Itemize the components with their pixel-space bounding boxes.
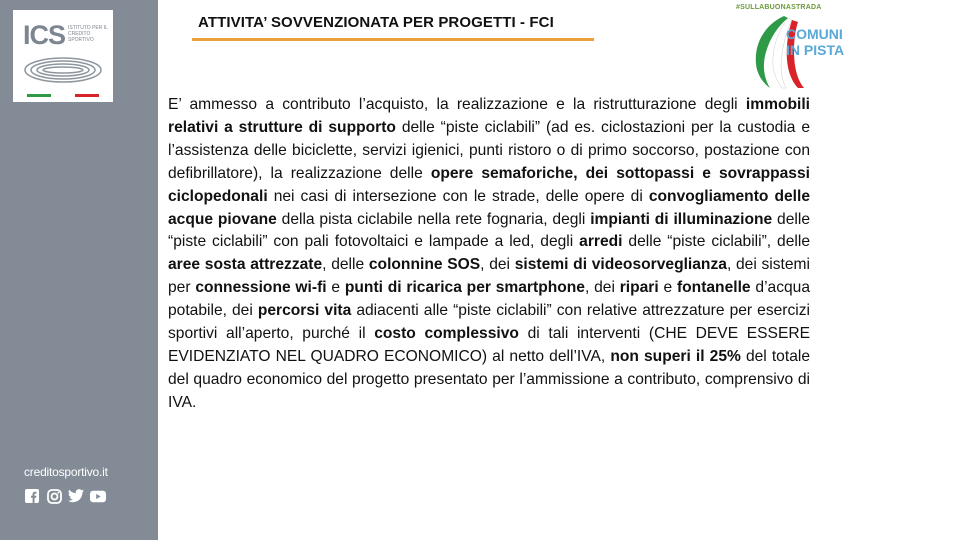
text-run: , dei <box>480 256 515 274</box>
text-run: adiacenti alle “piste ciclabili” con relative attrezzature per esercizi sportivi all’aperto, purché il <box>168 302 811 343</box>
bold-text-run: convogliamento delle acque piovane <box>168 187 810 228</box>
bold-text-run: non superi il 25% <box>610 347 741 365</box>
bold-text-run: ripari <box>619 279 659 297</box>
italian-flag-stripe <box>27 94 99 97</box>
text-run: delle “piste ciclabili” con pali fotovoltaici e lampade a led, degli <box>168 210 811 251</box>
text-run: della pista ciclabile nella rete fognaria, degli <box>276 210 591 228</box>
bold-text-run: costo complessivo <box>374 325 519 343</box>
bold-text-run: colonnine SOS <box>368 256 481 274</box>
page-title: ATTIVITA’ SOVVENZIONATA PER PROGETTI - FCI <box>198 14 554 31</box>
text-run: E’ ammesso a contributo l’acquisto, la realizzazione e la ristrutturazione degli <box>168 96 746 113</box>
text-run: del totale del quadro economico del progetto presentato per l’ammissione a contributo, comprensivo di IVA. <box>168 347 810 411</box>
logo-track-icon <box>23 54 103 86</box>
sidebar <box>0 0 158 540</box>
text-run: e <box>326 279 345 297</box>
bold-text-run: arredi <box>579 233 623 251</box>
bold-text-run: fontanelle <box>676 279 751 297</box>
campaign-line-1: COMUNI <box>786 26 843 42</box>
ics-logo <box>13 10 113 102</box>
twitter-icon[interactable] <box>68 488 84 504</box>
instagram-icon[interactable] <box>46 488 62 504</box>
bold-text-run: impianti di illuminazione <box>590 210 773 228</box>
logo-tagline: ISTITUTO PER IL CREDITO SPORTIVO <box>68 25 108 43</box>
campaign-hashtag: #SULLABUONASTRADA <box>736 4 822 11</box>
text-run: delle “piste ciclabili” (ad es. ciclostazioni per la custodia e l’assistenza delle biciclette, servizi igienici, punti ristoro o di primo soccorso, postazione con defibrillatore), la realizzazione delle <box>168 118 810 182</box>
title-underline <box>192 38 594 41</box>
youtube-icon[interactable] <box>90 488 106 504</box>
social-links <box>24 488 106 504</box>
text-run: , dei <box>584 279 620 297</box>
body-paragraph <box>168 94 810 415</box>
campaign-title <box>786 26 844 58</box>
text-run: d’acqua potabile, dei <box>168 279 811 320</box>
bold-text-run: connessione wi-fi <box>195 279 327 297</box>
bold-text-run: immobili relativi a strutture di supporto <box>168 96 810 136</box>
website-link[interactable]: creditosportivo.it <box>24 465 108 479</box>
text-run: delle “piste ciclabili”, delle <box>622 233 811 251</box>
logo-name: ICS <box>23 20 66 50</box>
bold-text-run: percorsi vita <box>257 302 352 320</box>
text-run: nei casi di intersezione con le strade, delle opere di <box>267 187 649 205</box>
comuni-in-pista-logo <box>726 2 846 92</box>
bold-text-run: punti di ricarica per smartphone <box>344 279 585 297</box>
bold-text-run: sistemi di videosorveglianza <box>514 256 727 274</box>
facebook-icon[interactable] <box>24 488 40 504</box>
bold-text-run: opere semaforiche, dei sottopassi e sovrappassi ciclopedonali <box>168 164 810 205</box>
text-run: , delle <box>322 256 369 274</box>
text-run: , dei sistemi per <box>168 256 811 297</box>
campaign-line-2: IN PISTA <box>786 42 845 58</box>
text-run: e <box>658 279 677 297</box>
text-run: di tali interventi (CHE DEVE ESSERE EVIDENZIATO NEL QUADRO ECONOMICO) al netto dell’IVA, <box>168 325 811 365</box>
bold-text-run: aree sosta attrezzate <box>168 256 323 274</box>
